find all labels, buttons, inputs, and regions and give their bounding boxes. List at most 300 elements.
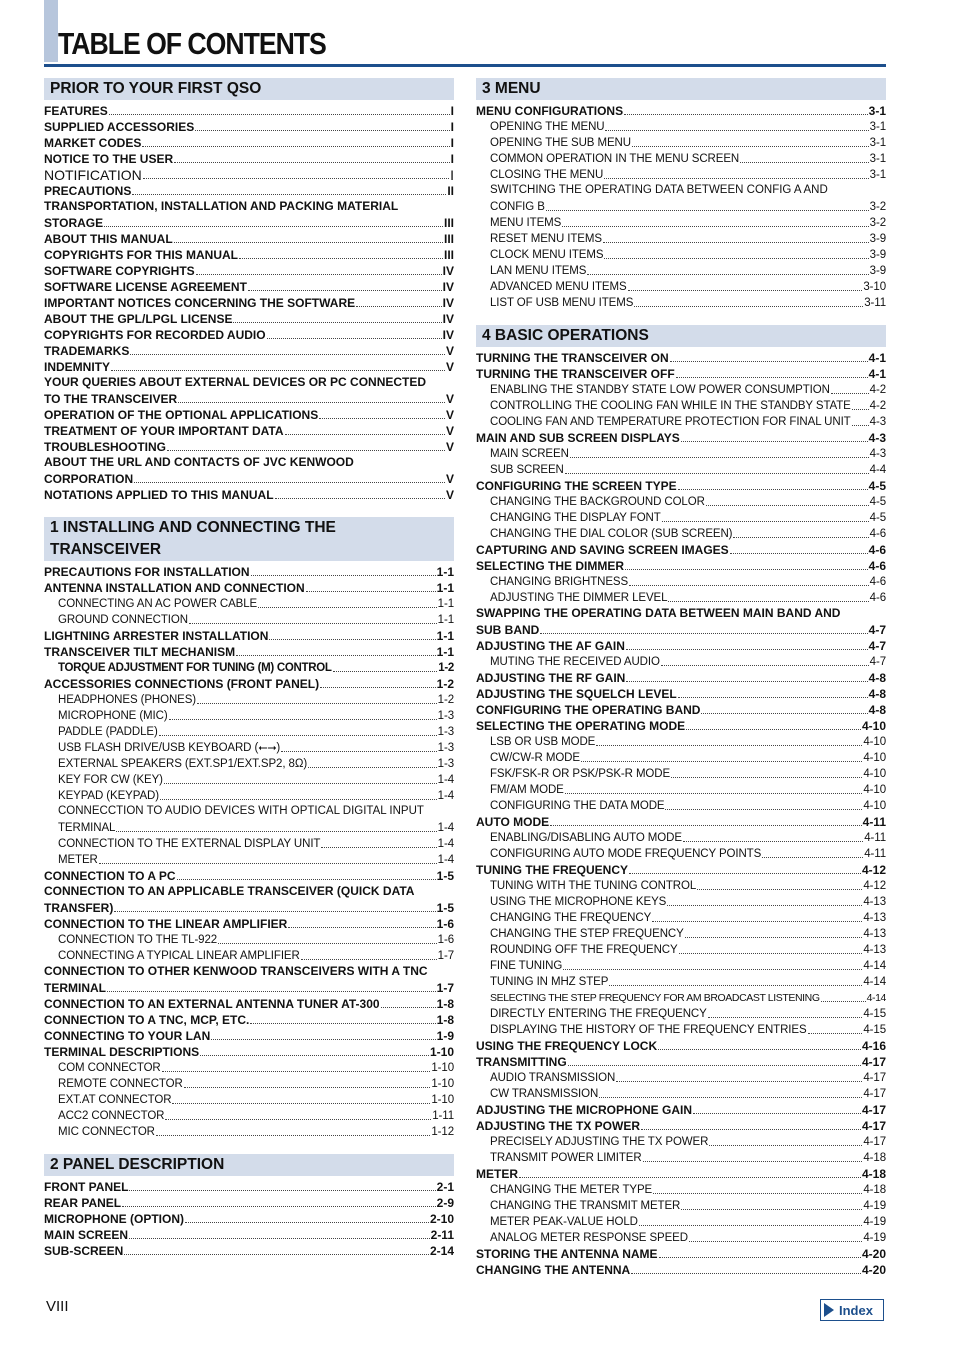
toc-entry-page: IV bbox=[442, 328, 454, 342]
toc-entry-title: CW TRANSMISSION bbox=[490, 1088, 599, 1100]
dot-leader bbox=[603, 242, 869, 243]
toc-entry-title: CHANGING THE METER TYPE bbox=[490, 1184, 653, 1196]
toc-entry[interactable] bbox=[476, 1006, 886, 1022]
toc-entry-page: 4-13 bbox=[863, 896, 886, 908]
toc-entry-title: SUB-SCREEN bbox=[44, 1244, 124, 1258]
dot-leader bbox=[381, 1007, 436, 1008]
dot-leader bbox=[164, 783, 437, 784]
toc-entry-title: TERMINAL bbox=[44, 981, 106, 995]
toc-entry-page: 4-13 bbox=[863, 928, 886, 940]
toc-entry-page: 3-1 bbox=[868, 104, 886, 118]
dot-leader bbox=[685, 937, 863, 938]
toc-entry[interactable] bbox=[44, 1028, 454, 1044]
toc-entry[interactable] bbox=[476, 1246, 886, 1262]
toc-entry[interactable] bbox=[44, 391, 454, 407]
toc-entry[interactable] bbox=[476, 295, 886, 311]
toc-entry-page: 3-1 bbox=[869, 169, 886, 181]
dot-leader bbox=[693, 1113, 861, 1114]
section-heading: 2 PANEL DESCRIPTION bbox=[44, 1154, 454, 1176]
toc-entry[interactable] bbox=[44, 359, 454, 375]
dot-leader bbox=[668, 601, 868, 602]
toc-entry[interactable] bbox=[44, 1076, 454, 1092]
toc-entry[interactable] bbox=[44, 900, 454, 916]
toc-entry-page: 4-17 bbox=[861, 1119, 886, 1133]
toc-entry[interactable] bbox=[476, 135, 886, 151]
dot-leader bbox=[678, 697, 868, 698]
toc-entry-page: 4-14 bbox=[863, 976, 886, 988]
dot-leader bbox=[124, 1254, 429, 1255]
toc-entry[interactable] bbox=[476, 1150, 886, 1166]
dot-leader bbox=[269, 639, 435, 640]
toc-entry[interactable] bbox=[476, 990, 886, 1006]
dot-leader bbox=[250, 1023, 435, 1024]
toc-entry[interactable] bbox=[44, 295, 454, 311]
toc-entry-line[interactable]: TRANSPORTATION, INSTALLATION AND PACKING MATERIAL bbox=[44, 199, 399, 213]
dot-leader bbox=[285, 434, 445, 435]
toc-entry[interactable] bbox=[44, 644, 454, 660]
toc-entry[interactable] bbox=[44, 916, 454, 932]
toc-entry[interactable] bbox=[476, 1102, 886, 1118]
toc-entry[interactable] bbox=[44, 1044, 454, 1060]
toc-entry-page: 1-5 bbox=[436, 869, 454, 883]
toc-entry-page: 4-10 bbox=[863, 800, 886, 812]
toc-entry[interactable] bbox=[476, 279, 886, 295]
toc-entry-title: ANALOG METER RESPONSE SPEED bbox=[490, 1232, 688, 1244]
toc-entry-title: COPYRIGHTS FOR RECORDED AUDIO bbox=[44, 328, 266, 342]
toc-entry[interactable] bbox=[476, 1118, 886, 1134]
dot-leader bbox=[730, 553, 868, 554]
arrow-right-icon bbox=[824, 1303, 834, 1317]
dot-leader bbox=[319, 418, 445, 419]
toc-entry[interactable] bbox=[44, 740, 454, 756]
toc-entry-page: 4-6 bbox=[869, 528, 886, 540]
toc-entry-page: 4-1 bbox=[868, 351, 886, 365]
toc-entry[interactable] bbox=[476, 366, 886, 382]
toc-entry[interactable] bbox=[44, 263, 454, 279]
toc-entry[interactable] bbox=[44, 692, 454, 708]
toc-entry[interactable] bbox=[476, 1022, 886, 1038]
toc-entry-title: CONNECTING A TYPICAL LINEAR AMPLIFIER bbox=[58, 950, 300, 962]
toc-entry[interactable] bbox=[44, 1179, 454, 1195]
dot-leader bbox=[200, 1055, 429, 1056]
toc-entry-page: 1-2 bbox=[436, 677, 454, 691]
dot-leader bbox=[740, 162, 869, 163]
dot-leader bbox=[570, 457, 869, 458]
toc-entry[interactable] bbox=[476, 103, 886, 119]
dot-leader bbox=[686, 729, 861, 730]
dot-leader bbox=[519, 1177, 861, 1178]
toc-entry-title: ABOUT THE GPL/LPGL LICENSE bbox=[44, 312, 233, 326]
toc-entry-title: ADJUSTING THE DIMMER LEVEL bbox=[490, 592, 668, 604]
toc-entry[interactable] bbox=[476, 151, 886, 167]
toc-entry-title: COPYRIGHTS FOR THIS MANUAL bbox=[44, 248, 238, 262]
toc-entry[interactable] bbox=[476, 119, 886, 135]
dot-leader bbox=[174, 242, 443, 243]
toc-entry[interactable] bbox=[44, 820, 454, 836]
toc-entry-title: CHANGING THE BACKGROUND COLOR bbox=[490, 496, 705, 508]
toc-entry[interactable] bbox=[476, 558, 886, 574]
dot-leader bbox=[708, 1017, 863, 1018]
toc-entry-title: SELECTING THE STEP FREQUENCY FOR AM BROADCAST LISTENING bbox=[490, 992, 820, 1004]
toc-entry-page: 1-4 bbox=[437, 774, 454, 786]
toc-entry-page: 1-12 bbox=[431, 1126, 454, 1138]
toc-entry[interactable] bbox=[44, 836, 454, 852]
toc-entry[interactable] bbox=[476, 894, 886, 910]
toc-entry[interactable] bbox=[476, 1182, 886, 1198]
toc-entry-line[interactable]: SWAPPING THE OPERATING DATA BETWEEN MAIN BAND AND bbox=[476, 606, 841, 620]
toc-entry-page: 4-6 bbox=[868, 559, 886, 573]
toc-entry-title: TURNING THE TRANSCEIVER ON bbox=[476, 351, 669, 365]
toc-entry-title: ADVANCED MENU ITEMS bbox=[490, 281, 627, 293]
toc-entry[interactable] bbox=[476, 878, 886, 894]
toc-entry-title: SUB SCREEN bbox=[490, 464, 564, 476]
toc-entry-page: 1-6 bbox=[437, 934, 454, 946]
toc-entry[interactable] bbox=[44, 612, 454, 628]
dot-leader bbox=[632, 146, 869, 147]
toc-entry[interactable] bbox=[476, 910, 886, 926]
dot-leader bbox=[639, 1225, 863, 1226]
toc-entry[interactable] bbox=[476, 622, 886, 638]
toc-entry-title: IMPORTANT NOTICES CONCERNING THE SOFTWARE bbox=[44, 296, 356, 310]
toc-entry-title: CONFIGURING THE OPERATING BAND bbox=[476, 703, 701, 717]
toc-entry-page: 1-1 bbox=[436, 565, 454, 579]
toc-entry-title: GROUND CONNECTION bbox=[58, 614, 188, 626]
toc-entry[interactable] bbox=[44, 119, 454, 135]
dot-leader bbox=[701, 713, 867, 714]
dot-leader bbox=[609, 985, 862, 986]
toc-entry-title: ADJUSTING THE SQUELCH LEVEL bbox=[476, 687, 677, 701]
toc-entry-page: 1-4 bbox=[437, 854, 454, 866]
toc-entry[interactable] bbox=[476, 654, 886, 670]
toc-entry-page: 1-3 bbox=[437, 758, 454, 770]
toc-entry[interactable] bbox=[476, 526, 886, 542]
toc-entry-title: NOTIFICATION bbox=[44, 167, 142, 183]
toc-entry-page: 1-7 bbox=[437, 950, 454, 962]
index-button[interactable] bbox=[820, 1299, 884, 1321]
dot-leader bbox=[624, 114, 868, 115]
toc-entry[interactable] bbox=[476, 926, 886, 942]
toc-entry-title: MICROPHONE (OPTION) bbox=[44, 1212, 184, 1226]
toc-entry-title: NOTICE TO THE USER bbox=[44, 152, 174, 166]
toc-entry-title: MAIN SCREEN bbox=[490, 448, 569, 460]
toc-entry[interactable] bbox=[44, 1012, 454, 1028]
toc-entry[interactable] bbox=[44, 327, 454, 343]
toc-entry[interactable] bbox=[476, 1070, 886, 1086]
toc-entry-page: 4-16 bbox=[861, 1039, 886, 1053]
dot-leader bbox=[267, 338, 442, 339]
toc-entry[interactable] bbox=[476, 1134, 886, 1150]
toc-entry[interactable] bbox=[44, 980, 454, 996]
toc-entry-page: 1-10 bbox=[431, 1062, 454, 1074]
dot-leader bbox=[587, 274, 868, 275]
toc-entry-title: CORPORATION bbox=[44, 472, 134, 486]
dot-leader bbox=[670, 361, 868, 362]
toc-entry[interactable] bbox=[44, 311, 454, 327]
dot-leader bbox=[165, 1119, 431, 1120]
toc-entry[interactable] bbox=[476, 446, 886, 462]
toc-entry-page: V bbox=[445, 392, 454, 406]
toc-entry[interactable] bbox=[476, 782, 886, 798]
toc-entry[interactable] bbox=[476, 542, 886, 558]
toc-entry[interactable] bbox=[44, 151, 454, 167]
toc-entry-title: ADJUSTING THE AF GAIN bbox=[476, 639, 625, 653]
toc-entry-page: IV bbox=[442, 264, 454, 278]
toc-entry-page: 4-2 bbox=[869, 384, 886, 396]
dot-leader bbox=[129, 1238, 430, 1239]
toc-entry-page: 4-10 bbox=[861, 719, 886, 733]
toc-entry[interactable] bbox=[476, 750, 886, 766]
toc-entry-title: ANTENNA INSTALLATION AND CONNECTION bbox=[44, 581, 305, 595]
toc-entry[interactable] bbox=[476, 974, 886, 990]
toc-entry[interactable] bbox=[476, 702, 886, 718]
toc-entry[interactable] bbox=[476, 1198, 886, 1214]
toc-entry[interactable] bbox=[476, 167, 886, 183]
dot-leader bbox=[665, 809, 862, 810]
toc-entry-page: 1-1 bbox=[437, 614, 454, 626]
toc-entry[interactable] bbox=[476, 958, 886, 974]
toc-entry-page: 4-6 bbox=[868, 543, 886, 557]
toc-entry[interactable] bbox=[44, 1243, 454, 1259]
dot-leader bbox=[130, 354, 445, 355]
toc-entry[interactable] bbox=[476, 430, 886, 446]
toc-entry[interactable] bbox=[44, 852, 454, 868]
toc-entry[interactable] bbox=[44, 868, 454, 884]
toc-entry[interactable] bbox=[476, 574, 886, 590]
toc-entry[interactable] bbox=[44, 423, 454, 439]
toc-entry[interactable] bbox=[476, 1230, 886, 1246]
toc-entry-page: 1-3 bbox=[437, 710, 454, 722]
toc-entry-title: TERMINAL DESCRIPTIONS bbox=[44, 1045, 200, 1059]
toc-entry[interactable] bbox=[44, 135, 454, 151]
toc-entry-page: 4-18 bbox=[863, 1184, 886, 1196]
toc-entry[interactable] bbox=[476, 247, 886, 263]
toc-entry-title: OPENING THE SUB MENU bbox=[490, 137, 631, 149]
toc-entry[interactable] bbox=[44, 788, 454, 804]
toc-entry-title: DIRECTLY ENTERING THE FREQUENCY bbox=[490, 1008, 707, 1020]
toc-entry-line[interactable]: YOUR QUERIES ABOUT EXTERNAL DEVICES OR PC CONNECTED bbox=[44, 375, 427, 389]
toc-entry[interactable] bbox=[476, 734, 886, 750]
toc-entry-page: 4-14 bbox=[866, 992, 886, 1004]
dot-leader bbox=[251, 575, 436, 576]
dot-leader bbox=[107, 991, 436, 992]
toc-entry[interactable] bbox=[44, 1227, 454, 1243]
dot-leader bbox=[808, 1033, 863, 1034]
toc-entry[interactable] bbox=[44, 660, 454, 676]
toc-entry[interactable] bbox=[476, 942, 886, 958]
toc-entry-page: 4-17 bbox=[863, 1088, 886, 1100]
toc-entry[interactable] bbox=[476, 199, 886, 215]
toc-entry[interactable] bbox=[476, 590, 886, 606]
toc-entry-title: ENABLING/DISABLING AUTO MODE bbox=[490, 832, 682, 844]
toc-entry-page: I bbox=[450, 136, 454, 150]
toc-entry[interactable] bbox=[44, 471, 454, 487]
dot-leader bbox=[320, 687, 436, 688]
toc-entry[interactable] bbox=[44, 628, 454, 644]
toc-entry-title: EXT.AT CONNECTOR bbox=[58, 1094, 172, 1106]
toc-entry-title: CHANGING THE TRANSMIT METER bbox=[490, 1200, 681, 1212]
toc-entry[interactable] bbox=[44, 439, 454, 455]
dot-leader bbox=[599, 1097, 862, 1098]
toc-entry-title: ROUNDING OFF THE FREQUENCY bbox=[490, 944, 678, 956]
toc-entry-title: CHANGING THE DIAL COLOR (SUB SCREEN) bbox=[490, 528, 733, 540]
dot-leader bbox=[689, 1241, 862, 1242]
toc-entry[interactable] bbox=[476, 1166, 886, 1182]
toc-entry-page: 4-10 bbox=[863, 752, 886, 764]
toc-entry-title: ADJUSTING THE RF GAIN bbox=[476, 671, 626, 685]
toc-entry-page: 4-6 bbox=[869, 592, 886, 604]
toc-entry[interactable] bbox=[44, 948, 454, 964]
dot-leader bbox=[604, 258, 868, 259]
toc-entry-page: 1-2 bbox=[437, 694, 454, 706]
toc-entry[interactable] bbox=[44, 1092, 454, 1108]
toc-entry[interactable] bbox=[476, 798, 886, 814]
dot-leader bbox=[565, 793, 863, 794]
toc-entry[interactable] bbox=[44, 279, 454, 295]
dot-leader bbox=[563, 969, 862, 970]
toc-entry[interactable] bbox=[44, 756, 454, 772]
toc-entry[interactable] bbox=[44, 1060, 454, 1076]
toc-entry[interactable] bbox=[476, 1054, 886, 1070]
toc-entry[interactable] bbox=[476, 478, 886, 494]
dot-leader bbox=[852, 425, 869, 426]
toc-entry[interactable] bbox=[476, 1262, 886, 1278]
toc-entry-page: 1-11 bbox=[432, 1110, 454, 1122]
toc-entry[interactable] bbox=[476, 263, 886, 279]
toc-entry-page: 3-9 bbox=[869, 249, 886, 261]
toc-entry[interactable] bbox=[44, 215, 454, 231]
toc-entry[interactable] bbox=[44, 183, 454, 199]
toc-entry[interactable] bbox=[476, 462, 886, 478]
toc-entry[interactable] bbox=[476, 414, 886, 430]
toc-entry[interactable] bbox=[476, 382, 886, 398]
toc-entry[interactable] bbox=[44, 103, 454, 119]
toc-entry[interactable] bbox=[44, 343, 454, 359]
toc-entry-page: 1-9 bbox=[436, 1029, 454, 1043]
toc-entry[interactable] bbox=[476, 766, 886, 782]
toc-entry-title: METER bbox=[476, 1167, 518, 1181]
toc-entry[interactable] bbox=[476, 1214, 886, 1230]
toc-entry-page: 4-19 bbox=[863, 1232, 886, 1244]
toc-entry[interactable] bbox=[44, 596, 454, 612]
toc-entry[interactable] bbox=[476, 231, 886, 247]
dot-leader bbox=[109, 114, 450, 115]
toc-entry[interactable] bbox=[44, 564, 454, 580]
toc-entry-line[interactable]: ABOUT THE URL AND CONTACTS OF JVC KENWOOD bbox=[44, 455, 354, 469]
dot-leader bbox=[167, 450, 445, 451]
toc-entry-page: 1-1 bbox=[436, 581, 454, 595]
toc-entry[interactable] bbox=[476, 862, 886, 878]
toc-entry[interactable] bbox=[44, 487, 454, 503]
toc-entry-line[interactable]: CONNECTION TO OTHER KENWOOD TRANSCEIVERS WITH A TNC bbox=[44, 964, 428, 978]
toc-entry-page: 4-11 bbox=[864, 848, 886, 860]
toc-entry[interactable] bbox=[44, 167, 454, 183]
toc-entry[interactable] bbox=[476, 830, 886, 846]
toc-entry[interactable] bbox=[44, 1211, 454, 1227]
toc-entry[interactable] bbox=[44, 1108, 454, 1124]
dot-leader bbox=[356, 306, 442, 307]
toc-entry-page: 3-1 bbox=[869, 153, 886, 165]
dot-leader bbox=[683, 841, 863, 842]
toc-entry-title: USB FLASH DRIVE/USB KEYBOARD (⭠⭢) bbox=[58, 742, 281, 754]
toc-entry-title: CW/CW-R MODE bbox=[490, 752, 580, 764]
toc-entry-page: 4-10 bbox=[863, 784, 886, 796]
dot-leader bbox=[679, 953, 863, 954]
toc-entry-title: STORING THE ANTENNA NAME bbox=[476, 1247, 658, 1261]
toc-entry[interactable] bbox=[44, 407, 454, 423]
toc-entry-title: ABOUT THIS MANUAL bbox=[44, 232, 173, 246]
toc-entry-line[interactable]: CONNECCTION TO AUDIO DEVICES WITH OPTICAL DIGITAL INPUT bbox=[58, 805, 424, 817]
toc-entry-title: PRECAUTIONS bbox=[44, 184, 132, 198]
toc-entry-line[interactable]: SWITCHING THE OPERATING DATA BETWEEN CONFIG A AND bbox=[490, 184, 828, 196]
toc-entry-title: SUPPLIED ACCESSORIES bbox=[44, 120, 195, 134]
toc-entry[interactable] bbox=[44, 231, 454, 247]
toc-entry[interactable] bbox=[476, 494, 886, 510]
toc-entry[interactable] bbox=[44, 724, 454, 740]
toc-entry-title: TERMINAL bbox=[58, 822, 116, 834]
toc-entry[interactable] bbox=[44, 996, 454, 1012]
toc-entry-title: METER bbox=[58, 854, 98, 866]
toc-entry[interactable] bbox=[44, 247, 454, 263]
toc-entry[interactable] bbox=[476, 814, 886, 830]
toc-entry-title: MENU CONFIGURATIONS bbox=[476, 104, 624, 118]
toc-entry-page: 4-4 bbox=[869, 464, 886, 476]
toc-entry[interactable] bbox=[476, 398, 886, 414]
toc-entry[interactable] bbox=[44, 580, 454, 596]
toc-entry-title: METER PEAK-VALUE HOLD bbox=[490, 1216, 638, 1228]
toc-entry-page: 1-10 bbox=[431, 1094, 454, 1106]
dot-leader bbox=[281, 751, 437, 752]
toc-entry-page: 1-2 bbox=[438, 662, 454, 674]
toc-entry[interactable] bbox=[44, 772, 454, 788]
toc-entry[interactable] bbox=[44, 676, 454, 692]
dot-leader bbox=[706, 505, 869, 506]
toc-entry-title: AUTO MODE bbox=[476, 815, 550, 829]
toc-entry[interactable] bbox=[476, 350, 886, 366]
toc-entry[interactable] bbox=[44, 1195, 454, 1211]
dot-leader bbox=[652, 921, 862, 922]
toc-entry[interactable] bbox=[476, 510, 886, 526]
toc-entry-title: AUDIO TRANSMISSION bbox=[490, 1072, 616, 1084]
section-heading: 3 MENU bbox=[476, 78, 886, 100]
toc-entry-title: SOFTWARE LICENSE AGREEMENT bbox=[44, 280, 247, 294]
toc-entry-page: 4-13 bbox=[863, 944, 886, 956]
toc-entry[interactable] bbox=[476, 215, 886, 231]
toc-entry-page: 4-3 bbox=[869, 448, 886, 460]
toc-entry-page: 3-1 bbox=[869, 137, 886, 149]
toc-entry[interactable] bbox=[476, 1038, 886, 1054]
toc-entry-line[interactable]: CONNECTION TO AN APPLICABLE TRANSCEIVER (QUICK DATA bbox=[44, 884, 415, 898]
toc-entry-page: 4-17 bbox=[861, 1103, 886, 1117]
toc-entry[interactable] bbox=[44, 708, 454, 724]
toc-entry-title: CLOSING THE MENU bbox=[490, 169, 604, 181]
toc-entry[interactable] bbox=[44, 1124, 454, 1140]
toc-entry[interactable] bbox=[476, 670, 886, 686]
toc-entry[interactable] bbox=[44, 932, 454, 948]
toc-entry[interactable] bbox=[476, 638, 886, 654]
dot-leader bbox=[195, 130, 449, 131]
toc-entry[interactable] bbox=[476, 718, 886, 734]
toc-entry[interactable] bbox=[476, 1086, 886, 1102]
dot-leader bbox=[178, 402, 445, 403]
toc-entry-page: 3-2 bbox=[869, 201, 886, 213]
toc-entry-title: MAIN AND SUB SCREEN DISPLAYS bbox=[476, 431, 680, 445]
toc-entry[interactable] bbox=[476, 686, 886, 702]
toc-entry-page: 2-10 bbox=[429, 1212, 454, 1226]
dot-leader bbox=[177, 879, 436, 880]
dot-leader bbox=[762, 857, 863, 858]
dot-leader bbox=[568, 1065, 861, 1066]
toc-entry[interactable] bbox=[476, 846, 886, 862]
